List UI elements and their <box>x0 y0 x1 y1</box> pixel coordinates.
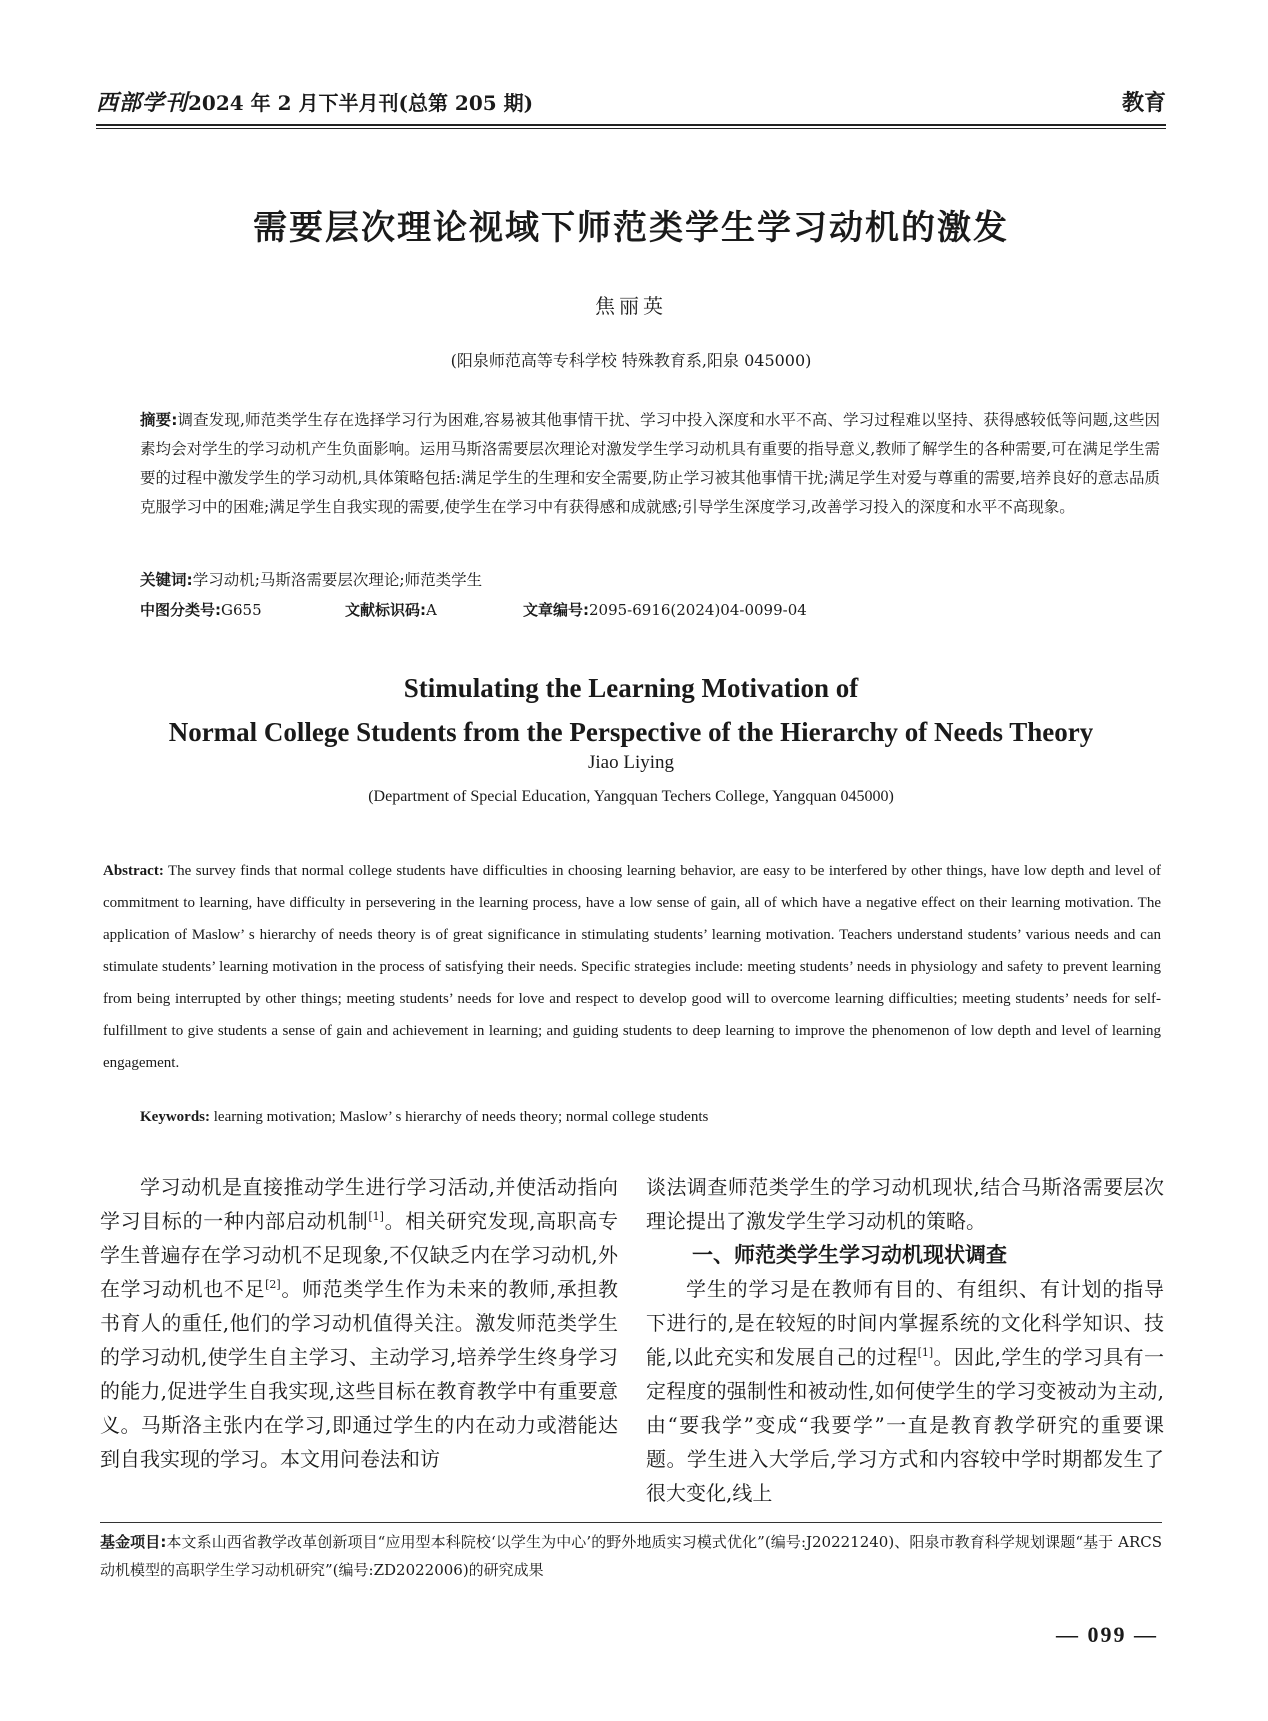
running-header <box>96 86 1166 118</box>
abstract-text: 调查发现,师范类学生存在选择学习行为困难,容易被其他事情干扰、学习中投入深度和水平不高、学习过程难以坚持、获得感较低等问题,这些因素均会对学生的学习动机产生负面影响。运用马斯洛需要层次理论对激发学生学习动机具有重要的指导意义,教师了解学生的各种需要,可在满足学生需要的过程中激发学生的学习动机,具体策略包括:满足学生的生理和安全需要,防止学习被其他事情干扰;满足学生对爱与尊重的需要,培养良好的意志品质克服学习中的困难;满足学生自我实现的需要,使学生在学习中有获得感和成就感;引导学生深度学习,改善学习投入的深度和水平不高现象。 <box>140 411 1160 516</box>
abstract-english <box>103 855 1161 1079</box>
keywords-english <box>140 1103 1160 1131</box>
affiliation-chinese: (阳泉师范高等专科学校 特殊教育系,阳泉 045000) <box>450 351 812 370</box>
issue-info: 2024 年 2 月下半月刊(总第 205 期) <box>188 91 534 115</box>
header-rule <box>96 124 1166 126</box>
author-chinese: 焦丽英 <box>595 294 667 318</box>
body-paragraph <box>646 1272 1164 1510</box>
body-column-left <box>100 1170 618 1476</box>
citation-ref: [1] <box>917 1346 934 1359</box>
abstract-en-text: The survey finds that normal college students have difficulties in choosing learning behavior, are easy to be interfered by other things, have low depth and level of commitment to learning, have difficulty in persevering in the learning process, have a low sense of gain, all of which have a negative effect on their learning motivation. The application of Maslow’ s hierarchy of needs theory is of great significance in stimulating students’ learning motivation. Teachers understand students’ various needs and can stimulate students’ learning motivation in the process of satisfying their needs. Specific strategies include: meeting students’ needs in physiology and safety to prevent learning from being interrupted by other things; meeting students’ needs for love and respect to develop good will to overcome learning difficulties; meeting students’ needs for self-fulfillment to give students a sense of gain and achievement in learning; and guiding students to deep learning to improve the phenomenon of low depth and level of learning engagement. <box>103 863 1161 1071</box>
body-column-right <box>646 1170 1164 1510</box>
body-text: 。因此,学生的学习具有一定程度的强制性和被动性,如何使学生的学习变被动为主动,由“要我学”变成“我要学”一直是教育教学研究的重要课题。学生进入大学后,学习方式和内容较中学时期都发生了很大变化,线上 <box>646 1345 1165 1505</box>
doc-value: A <box>426 601 437 619</box>
body-text: 。师范类学生作为未来的教师,承担教书育人的重任,他们的学习动机值得关注。激发师范类学生的学习动机,使学生自主学习、主动学习,培养学生终身学习的能力,促进学生自我实现,这些目标在教育教学中有重要意义。马斯洛主张内在学习,即通过学生的内在动力或潜能达到自我实现的学习。本文用问卷法和访 <box>100 1277 619 1471</box>
author-english: Jiao Liying <box>587 752 675 773</box>
journal-logo: 西部学刊 <box>96 90 189 116</box>
abstract-label: 摘要: <box>140 411 178 429</box>
section-heading: 一、师范类学生学习动机现状调查 <box>692 1243 1007 1267</box>
funding-text: 本文系山西省教学改革创新项目“应用型本科院校‘以学生为中心’的野外地质实习模式优化”(编号:J20221240)、阳泉市教育科学规划课题“基于 ARCS 动机模型的高职学生学习动机研究”(编号:ZD2022006)的研究成果 <box>100 1533 1162 1579</box>
body-text: 。相关研究发现,高职高专学生普遍存在学习动机不足现象,不仅缺乏内在学习动机,外在学习动机也不足 <box>100 1209 619 1301</box>
article-label: 文章编号: <box>523 601 589 619</box>
journal-issue-line <box>96 86 533 117</box>
title-english-line2: Normal College Students from the Perspective of the Hierarchy of Needs Theory <box>168 717 1094 747</box>
keywords-en-text: learning motivation; Maslow’ s hierarchy of needs theory; normal college students <box>210 1109 709 1125</box>
clc-value: G655 <box>221 601 262 619</box>
affiliation-english: (Department of Special Education, Yangquan Techers College, Yangquan 045000) <box>368 788 894 805</box>
funding-note <box>100 1528 1162 1584</box>
footnote-rule <box>100 1522 1162 1523</box>
abstract-en-label: Abstract: <box>103 863 164 879</box>
article-value: 2095-6916(2024)04-0099-04 <box>589 601 807 619</box>
abstract-chinese <box>140 406 1160 522</box>
keywords-text: 学习动机;马斯洛需要层次理论;师范类学生 <box>192 571 483 589</box>
citation-ref: [1] <box>368 1210 384 1223</box>
classification-line <box>140 596 1160 624</box>
body-paragraph: 谈法调查师范类学生的学习动机现状,结合马斯洛需要层次理论提出了激发学生学习动机的策略。 <box>646 1175 1164 1233</box>
doc-label: 文献标识码: <box>345 601 426 619</box>
funding-label: 基金项目: <box>100 1533 167 1551</box>
body-text: 学生的学习是在教师有目的、有组织、有计划的指导下进行的,是在较短的时间内掌握系统的文化科学知识、技能,以此充实和发展自己的过程 <box>646 1277 1164 1369</box>
page-number: — 099 — <box>1056 1622 1158 1647</box>
citation-ref: [2] <box>265 1278 281 1291</box>
title-english-line1: Stimulating the Learning Motivation of <box>403 673 859 703</box>
title-english <box>96 666 1166 754</box>
body-text: 学习动机是直接推动学生进行学习活动,并使活动指向学习目标的一种内部启动机制 <box>100 1175 618 1233</box>
clc-number <box>140 596 345 624</box>
document-code <box>345 596 523 624</box>
body-paragraph <box>100 1170 618 1476</box>
header-rule-thin <box>96 128 1166 129</box>
keywords-label: 关键词: <box>140 571 193 589</box>
section-name: 教育 <box>1121 90 1166 116</box>
keywords-en-label: Keywords: <box>140 1109 210 1125</box>
clc-label: 中图分类号: <box>140 601 221 619</box>
keywords-chinese <box>140 566 1160 594</box>
title-chinese: 需要层次理论视域下师范类学生学习动机的激发 <box>253 208 1009 248</box>
article-number <box>523 596 807 624</box>
